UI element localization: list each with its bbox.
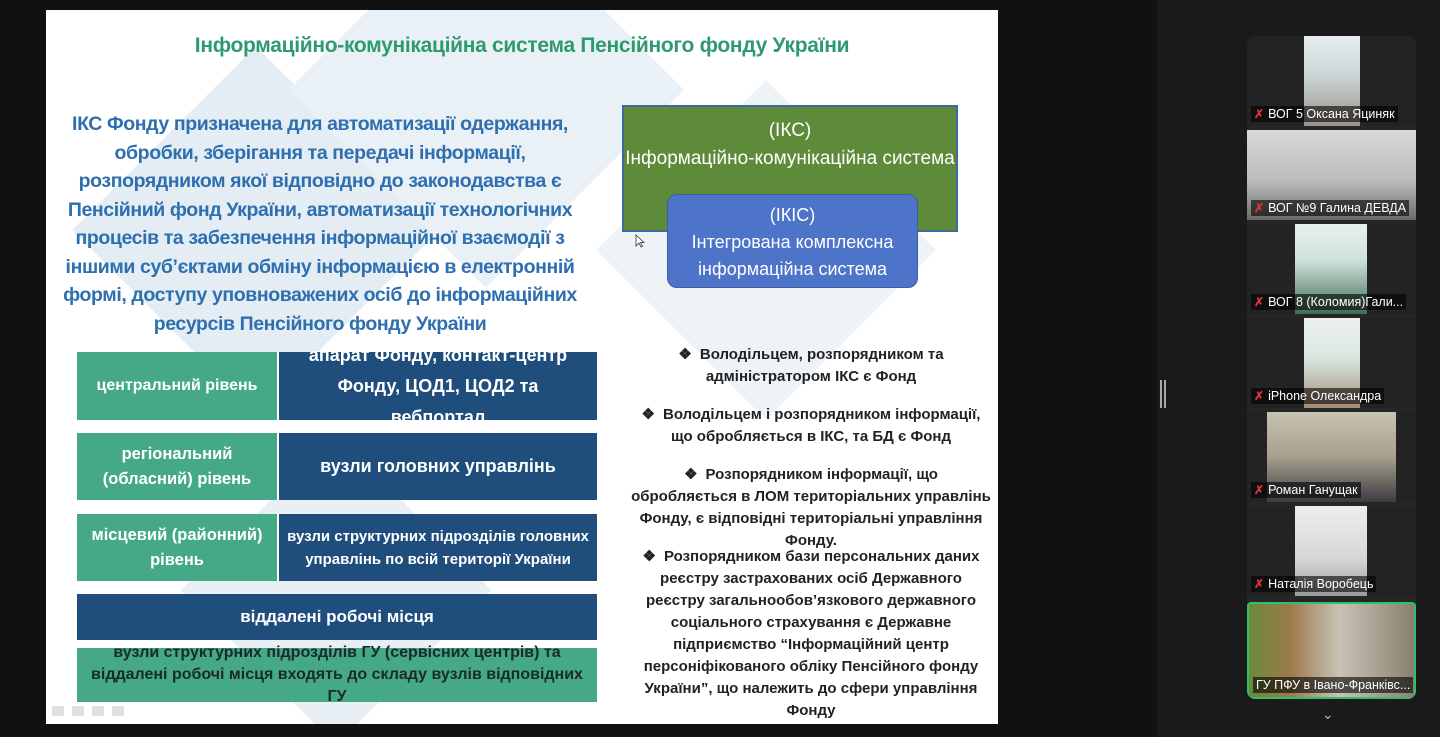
mic-off-icon: ✗ [1254, 107, 1265, 121]
intro-paragraph: ІКС Фонду призначена для автоматизації одержання, обробки, зберігання та передачі інформації, розпорядником якої відповідно до законодавства є Пенсійний фонд України, автоматизації технологічних процесів та забезпечення інформаційної взаємодії з іншими суб’єктами обміну інформацією в електронній формі, доступу уповноважених осіб до інформаційних ресурсів Пенсійного фонду України [63, 113, 577, 335]
next-slide-icon[interactable] [112, 706, 124, 716]
bullet-diamond-icon: ❖ [641, 406, 655, 423]
participant-tile[interactable] [1247, 506, 1416, 596]
mic-off-icon: ✗ [1254, 483, 1265, 497]
level-label: регіональний (обласний) рівень [77, 433, 279, 500]
iks-abbr: (ІКС) [768, 120, 812, 141]
ikis-line1: Інтегрована комплексна [691, 232, 894, 252]
presentation-slide [46, 10, 998, 724]
bullet-diamond-icon: ❖ [678, 346, 692, 363]
participant-tile[interactable] [1247, 224, 1416, 314]
level-row-regional [77, 433, 597, 500]
participant-name-tag: ✗ Роман Ганущак [1251, 482, 1361, 498]
participant-name-tag: ГУ ПФУ в Івано-Франківс... [1253, 677, 1413, 693]
bullet-item: ❖ Розпорядником бази персональних даних реєстру застрахованих осіб Державного реєстру загальнообов’язкового державного соціального страхування є Державне підприємство “Інформаційний центр персоніфікованого обліку Пенсійного фонду України”, що належить до сфери управління Фонду [642, 548, 980, 719]
mic-off-icon: ✗ [1254, 577, 1265, 591]
level-label: центральний рівень [77, 352, 279, 420]
participant-name-tag: ✗ iPhone Олександра [1251, 388, 1384, 404]
prev-slide-icon[interactable] [52, 706, 64, 716]
participant-name-tag: ✗ ВОГ 5 Оксана Яциняк [1251, 106, 1398, 122]
level-row-central [77, 344, 597, 427]
level-row-local [77, 514, 597, 581]
ikis-line2: інформаційна система [698, 259, 887, 279]
ikis-box [667, 194, 918, 288]
participant-tile[interactable] [1247, 412, 1416, 502]
ikis-abbr: (ІКІС) [769, 205, 816, 225]
bullet-item: ❖ Володільцем, розпорядником та адміністратором ІКС є Фонд [678, 346, 944, 385]
participant-tile[interactable] [1247, 318, 1416, 408]
participant-tile-active-speaker[interactable] [1247, 602, 1416, 699]
mic-off-icon: ✗ [1254, 295, 1265, 309]
participants-gallery [1247, 36, 1416, 699]
menu-icon[interactable] [92, 706, 104, 716]
level-label: місцевий (районний) рівень [77, 514, 279, 581]
level-value: вузли головних управлінь [279, 433, 597, 500]
participant-tile[interactable] [1247, 36, 1416, 126]
participant-name-tag: ✗ ВОГ №9 Галина ДЕВДА [1251, 200, 1409, 216]
level-value: вузли структурних підрозділів головних управлінь по всій території України [279, 514, 597, 581]
remote-workplaces-bar: віддалені робочі місця [77, 594, 597, 640]
mic-off-icon: ✗ [1254, 201, 1265, 215]
bullet-item: ❖ Розпорядником інформації, що обробляється в ЛОМ територіальних управлінь Фонду, є відповідні територіальні управління Фонду. [631, 466, 991, 549]
mic-off-icon: ✗ [1254, 389, 1265, 403]
level-value: апарат Фонду, контакт-центр Фонду, ЦОД1, ЦОД2 та вебпортал [279, 352, 597, 420]
slide-toolbar[interactable] [52, 706, 124, 716]
iks-name: Інформаційно-комунікаційна система [625, 148, 955, 169]
bullet-item: ❖ Володільцем і розпорядником інформації, що обробляється в ІКС, та БД є Фонд [641, 406, 981, 445]
mouse-cursor-icon [635, 234, 645, 248]
slide-title: Інформаційно-комунікаційна система Пенсійного фонду України [194, 34, 850, 57]
bullet-diamond-icon: ❖ [642, 548, 656, 565]
resize-handle[interactable] [1160, 380, 1166, 408]
participant-name-tag: ✗ Наталія Воробець [1251, 576, 1376, 592]
bullet-diamond-icon: ❖ [684, 466, 698, 483]
pen-icon[interactable] [72, 706, 84, 716]
participant-name-tag: ✗ ВОГ 8 (Коломия)Гали... [1251, 294, 1406, 310]
chevron-down-icon[interactable]: ⌄ [1322, 706, 1334, 722]
footer-note-bar: вузли структурних підрозділів ГУ (сервісних центрів) та віддалені робочі місця входять до складу вузлів відповідних ГУ [77, 648, 597, 702]
participant-tile[interactable] [1247, 130, 1416, 220]
